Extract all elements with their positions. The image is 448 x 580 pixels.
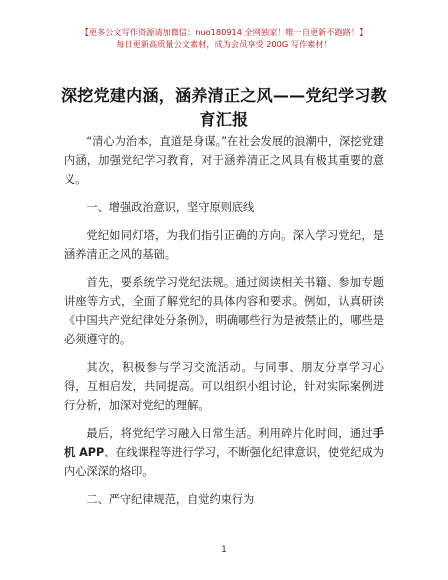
paragraph-text: 最后，将党纪学习融入日常生活。利用碎片化时间，通过 [86, 427, 373, 440]
paragraph: 首先，要系统学习党纪法规。通过阅读相关书籍、参加专题讲座等方式，全面了解党纪的具体内容和要求。例如，认真研读《中国共产党纪律处分条例》，明确哪些行为是被禁止的，哪些是必须遵守的。 [64, 276, 384, 346]
document-title: 深挖党建内涵，涵养清正之风——党纪学习教育汇报 [60, 86, 387, 129]
section-heading-1: 一、增强政治意识，坚守原则底线 [86, 201, 255, 214]
paragraph: 其次，积极参与学习交流活动。与同事、朋友分享学习心得，互相启发，共同提高。可以组织小组讨论，针对实际案例进行分析，加深对党纪的理解。 [64, 361, 384, 412]
promo-banner [0, 26, 448, 50]
paragraph: 党纪如同灯塔，为我们指引正确的方向。深入学习党纪，是涵养清正之风的基础。 [64, 229, 384, 261]
page-number: 1 [221, 545, 227, 555]
promo-banner-line1: 【更多公文写作资源请加微信：nuo180914 全网独家！唯一自更新不跑路！】 [80, 27, 368, 37]
promo-banner-line2: 每日更新高质量公文素材，成为会员享受 200G 写作素材！ [116, 39, 332, 49]
document-body [64, 132, 384, 518]
paragraph-bold-text: 手机 APP [64, 427, 384, 459]
section-heading-2: 二、严守纪律规范，自觉约束行为 [86, 493, 255, 506]
paragraph [64, 424, 384, 481]
paragraph-intro: “清心为治本，直道是身谋。”在社会发展的浪潮中，深挖党建内涵，加强党纪学习教育，对于涵养清正之风具有极其重要的意义。 [64, 135, 384, 186]
paragraph-text: 、在线课程等进行学习，不断强化纪律意识，使党纪成为内心深深的烙印。 [64, 446, 384, 478]
